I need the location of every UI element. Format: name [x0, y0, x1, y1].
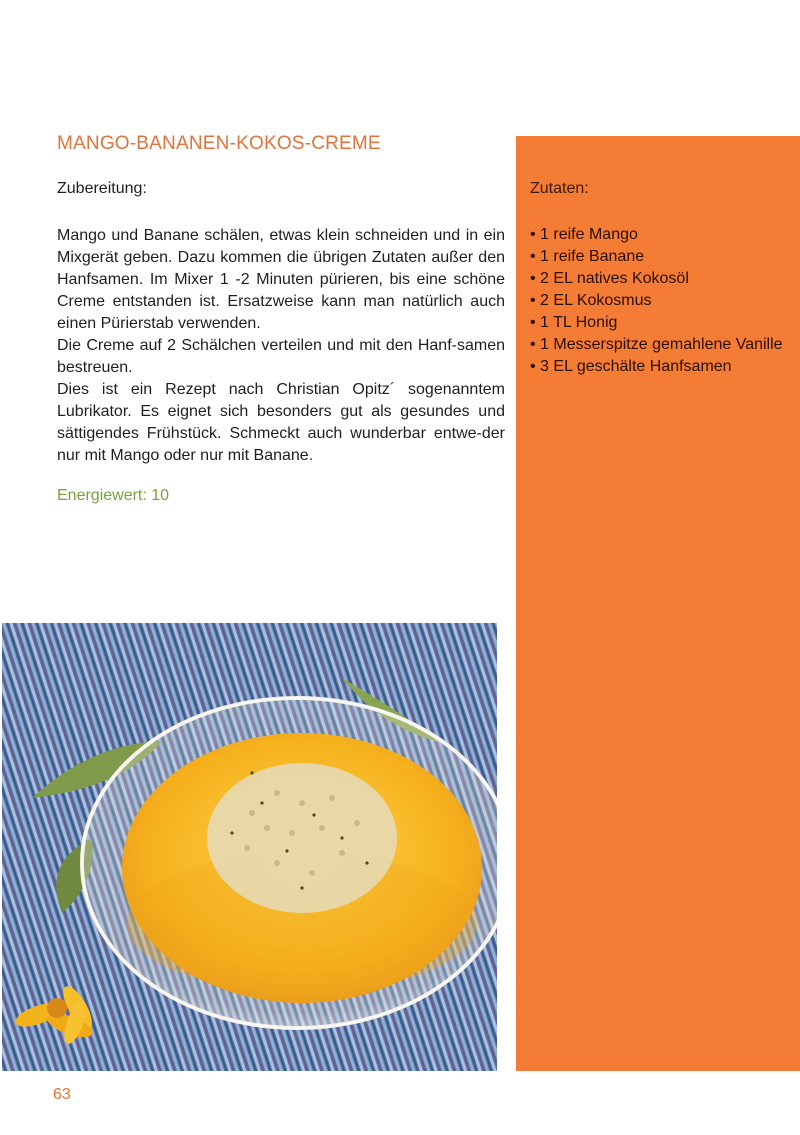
- ingredient-item: • 2 EL Kokosmus: [530, 292, 652, 309]
- preparation-heading: Zubereitung:: [57, 180, 147, 197]
- ingredient-item: • 1 reife Banane: [530, 248, 645, 265]
- page-number: 63: [53, 1086, 71, 1103]
- recipe-title: MANGO-BANANEN-KOKOS-CREME: [57, 133, 381, 154]
- ingredient-item: • 1 reife Mango: [530, 226, 638, 243]
- preparation-paragraph: Dies ist ein Rezept nach Christian Opitz´ sogenanntem Lubrikator. Es eignet sich besonders gut als gesundes und sättigendes Frühstück. Schmeckt auch wunderbar entwe-der nur mit Mango oder nur mit Banane.: [57, 381, 505, 464]
- preparation-text: [57, 225, 505, 467]
- preparation-paragraph: Die Creme auf 2 Schälchen verteilen und mit den Hanf-samen bestreuen.: [57, 337, 505, 376]
- energy-value: Energiewert: 10: [57, 487, 170, 504]
- ingredient-item: • 2 EL natives Kokosöl: [530, 270, 689, 287]
- mango-cream-bowl-photo: [2, 623, 497, 1071]
- ingredient-item: • 1 Messerspitze gemahlene Vanille: [530, 336, 783, 353]
- ingredient-item: • 1 TL Honig: [530, 314, 618, 331]
- preparation-paragraph: Mango und Banane schälen, etwas klein schneiden und in ein Mixgerät geben. Dazu kommen die übrigen Zutaten außer den Hanfsamen. Im Mixer 1 -2 Minuten pürieren, bis eine schöne Creme entstanden ist. Ersatzweise kann man natürlich auch einen Pürierstab verwenden.: [57, 227, 505, 332]
- ingredient-item: • 3 EL geschälte Hanfsamen: [530, 358, 732, 375]
- ingredients-list: [530, 224, 792, 378]
- ingredients-sidebar: [516, 136, 800, 1071]
- ingredients-heading: Zutaten:: [530, 180, 589, 197]
